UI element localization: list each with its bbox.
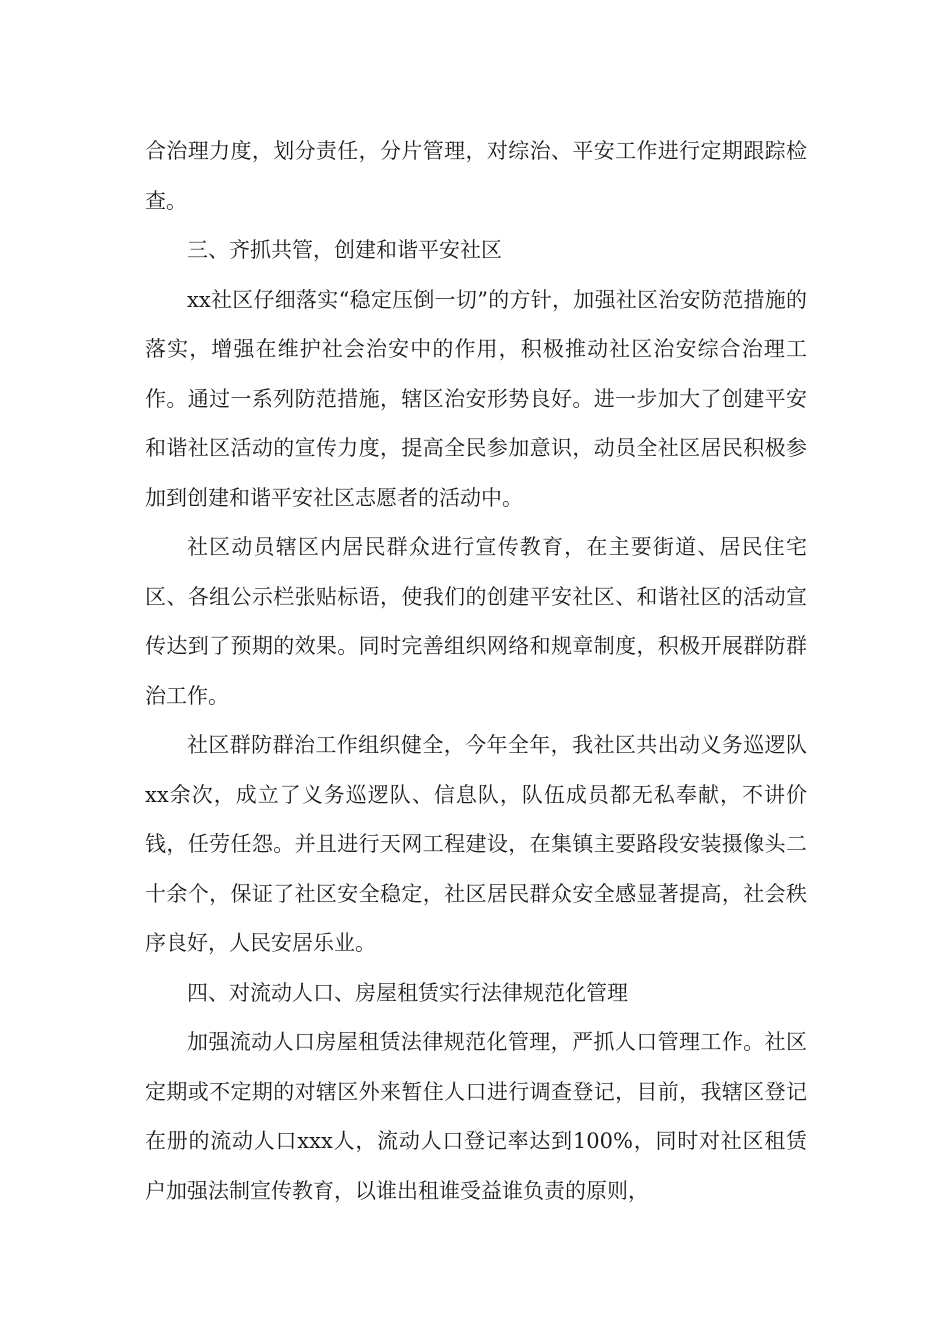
- paragraph-body: 社区动员辖区内居民群众进行宣传教育，在主要街道、居民住宅区、各组公示栏张贴标语，使我们的创建平安社区、和谐社区的活动宣传达到了预期的效果。同时完善组织网络和规章制度，积极开展群防群治工作。: [145, 535, 807, 708]
- paragraph-body: xx社区仔细落实“稳定压倒一切”的方针，加强社区治安防范措施的落实，增强在维护社会治安中的作用，积极推动社区治安综合治理工作。通过一系列防范措施，辖区治安形势良好。进一步加大了创建平安和谐社区活动的宣传力度，提高全民参加意识，动员全社区居民积极参加到创建和谐平安社区志愿者的活动中。: [145, 287, 807, 510]
- section-heading-4: 四、对流动人口、房屋租赁实行法律规范化管理: [187, 980, 628, 1005]
- paragraph-continuation: 合治理力度，划分责任，分片管理，对综治、平安工作进行定期跟踪检查。: [145, 139, 807, 213]
- paragraph-body: 社区群防群治工作组织健全，今年全年，我社区共出动义务巡逻队xx余次，成立了义务巡逻队、信息队，队伍成员都无私奉献，不讲价钱，任劳任怨。并且进行天网工程建设，在集镇主要路段安装摄像头二十余个，保证了社区安全稳定，社区居民群众安全感显著提高，社会秩序良好，人民安居乐业。: [145, 733, 807, 955]
- paragraph-body: 加强流动人口房屋租赁法律规范化管理，严抓人口管理工作。社区定期或不定期的对辖区外来暂住人口进行调查登记，目前，我辖区登记在册的流动人口xxx人，流动人口登记率达到100%，同时对社区租赁户加强法制宣传教育，以谁出租谁受益谁负责的原则，: [145, 1030, 807, 1203]
- document-body: [145, 127, 807, 1216]
- section-heading-3: 三、齐抓共管，创建和谐平安社区: [187, 238, 502, 262]
